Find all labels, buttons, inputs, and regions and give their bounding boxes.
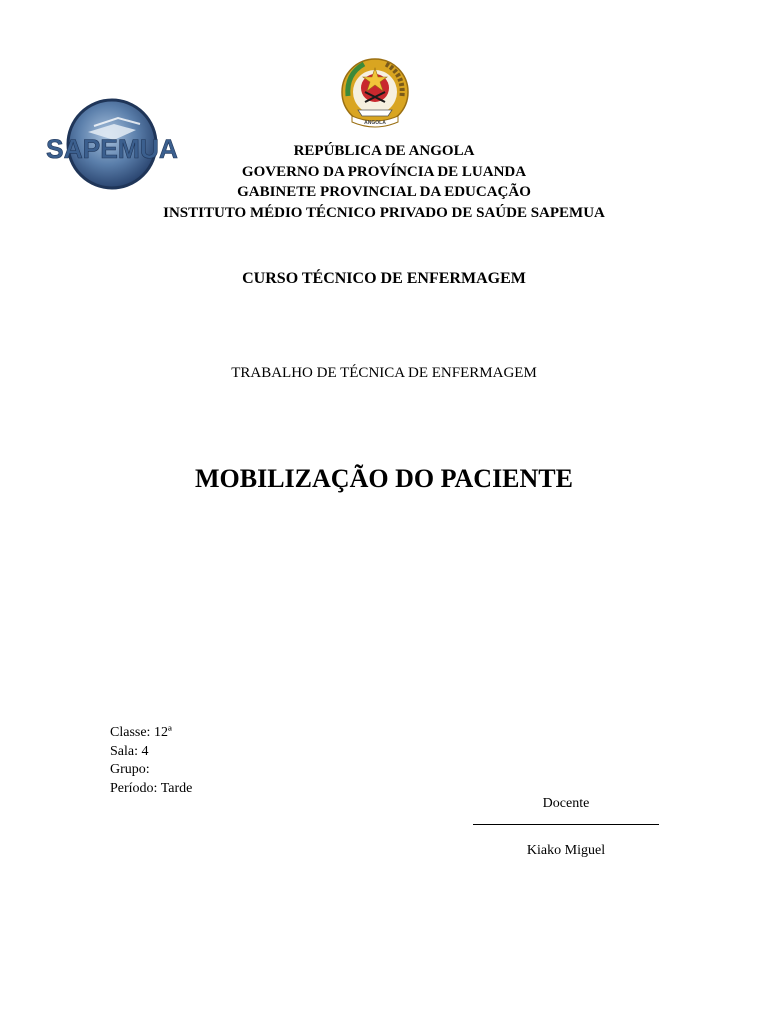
- info-periodo: Período: Tarde: [110, 780, 193, 796]
- docente-name: Kiako Miguel: [526, 843, 606, 858]
- header-line-republic: REPÚBLICA DE ANGOLA: [293, 143, 475, 159]
- header-line-institute: INSTITUTO MÉDIO TÉCNICO PRIVADO DE SAÚDE SAPEMUA: [163, 204, 605, 221]
- docente-block: [466, 796, 666, 859]
- header-line-province: GOVERNO DA PROVÍNCIA DE LUANDA: [241, 163, 527, 180]
- student-info: [110, 724, 192, 798]
- signature-line: [473, 816, 659, 825]
- sapemua-logo-text: SAPEMUA: [46, 134, 178, 164]
- course-title: CURSO TÉCNICO DE ENFERMAGEM: [242, 270, 526, 287]
- info-classe: Classe: 12ª: [110, 725, 172, 740]
- emblem-text: ANGOLA: [364, 120, 386, 126]
- info-grupo: Grupo:: [110, 762, 150, 777]
- docente-label: Docente: [542, 796, 590, 811]
- work-type: TRABALHO DE TÉCNICA DE ENFERMAGEM: [231, 365, 537, 381]
- header-line-cabinet: GABINETE PROVINCIAL DA EDUCAÇÃO: [237, 184, 531, 200]
- angola-emblem: [338, 56, 412, 140]
- institution-header: [0, 141, 768, 223]
- document-title: MOBILIZAÇÃO DO PACIENTE: [194, 464, 573, 493]
- info-sala: Sala: 4: [110, 743, 149, 759]
